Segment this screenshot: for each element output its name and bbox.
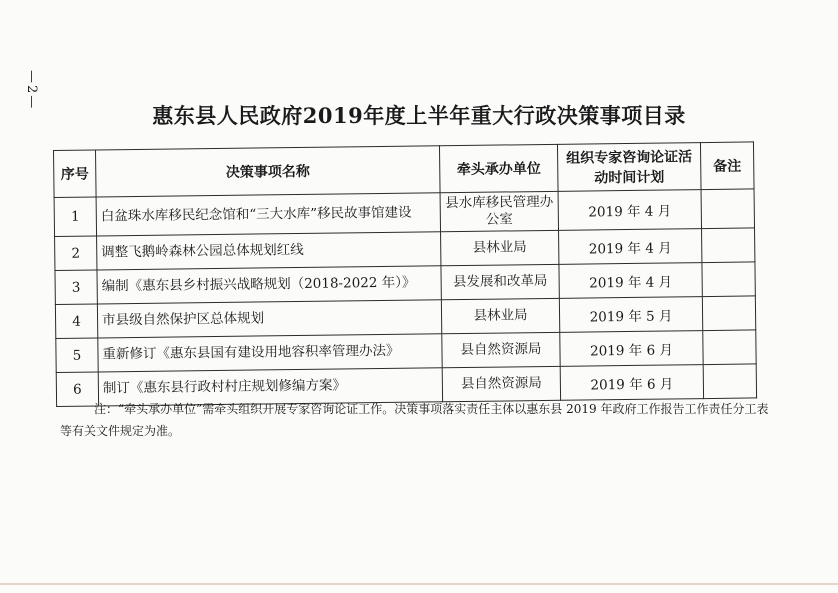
row-time: 2019 年 4 月 bbox=[558, 190, 701, 231]
row-item: 制订《惠东县行政村村庄规划修编方案》 bbox=[98, 368, 442, 406]
header-no: 序号 bbox=[54, 150, 97, 198]
row-no: 5 bbox=[56, 338, 98, 373]
row-item: 编制《惠东县乡村振兴战略规划（2018-2022 年）》 bbox=[97, 266, 441, 304]
row-note bbox=[703, 330, 756, 365]
document-title: 惠东县人民政府2019年度上半年重大行政决策事项目录 bbox=[152, 103, 686, 128]
row-note bbox=[701, 189, 754, 229]
page-edge-divider bbox=[0, 583, 838, 585]
row-unit: 县林业局 bbox=[441, 230, 559, 265]
footnote: 注：“牵头承办单位”需牵头组织开展专家咨询论证工作。决策事项落实责任主体以惠东县 2019 年政府工作报告工作责任分工表等有关文件规定为准。 bbox=[60, 402, 769, 438]
header-unit: 牵头承办单位 bbox=[439, 144, 558, 192]
row-note bbox=[702, 296, 755, 331]
row-unit: 县林业局 bbox=[441, 298, 559, 333]
table-header-row bbox=[54, 142, 755, 198]
row-item: 重新修订《惠东县国有建设用地容积率管理办法》 bbox=[98, 334, 442, 372]
header-time: 组织专家咨询论证活动时间计划 bbox=[557, 143, 701, 192]
row-unit: 县水库移民管理办公室 bbox=[440, 191, 558, 231]
row-no: 3 bbox=[55, 270, 97, 305]
row-unit: 县自然资源局 bbox=[442, 332, 560, 367]
row-no: 1 bbox=[54, 197, 96, 237]
row-unit: 县发展和改革局 bbox=[441, 264, 559, 299]
page-number: —2— bbox=[24, 70, 39, 111]
row-unit: 县自然资源局 bbox=[442, 366, 560, 401]
row-item: 白盆珠水库移民纪念馆和“三大水库”移民故事馆建设 bbox=[96, 193, 440, 236]
row-time: 2019 年 4 月 bbox=[559, 263, 702, 299]
row-time: 2019 年 6 月 bbox=[560, 331, 703, 367]
row-no: 2 bbox=[55, 236, 97, 271]
row-no: 6 bbox=[56, 372, 98, 407]
row-note bbox=[702, 262, 755, 297]
row-no: 4 bbox=[55, 304, 97, 339]
row-note bbox=[703, 364, 756, 399]
row-item: 调整飞鹅岭森林公园总体规划红线 bbox=[97, 232, 441, 270]
header-note: 备注 bbox=[700, 142, 754, 190]
row-note bbox=[702, 228, 755, 263]
row-time: 2019 年 4 月 bbox=[559, 229, 702, 265]
header-item: 决策事项名称 bbox=[96, 146, 441, 197]
row-time: 2019 年 5 月 bbox=[559, 297, 702, 333]
row-item: 市县级自然保护区总体规划 bbox=[97, 300, 441, 338]
decision-catalog-table bbox=[53, 141, 757, 407]
row-time: 2019 年 6 月 bbox=[560, 365, 703, 401]
